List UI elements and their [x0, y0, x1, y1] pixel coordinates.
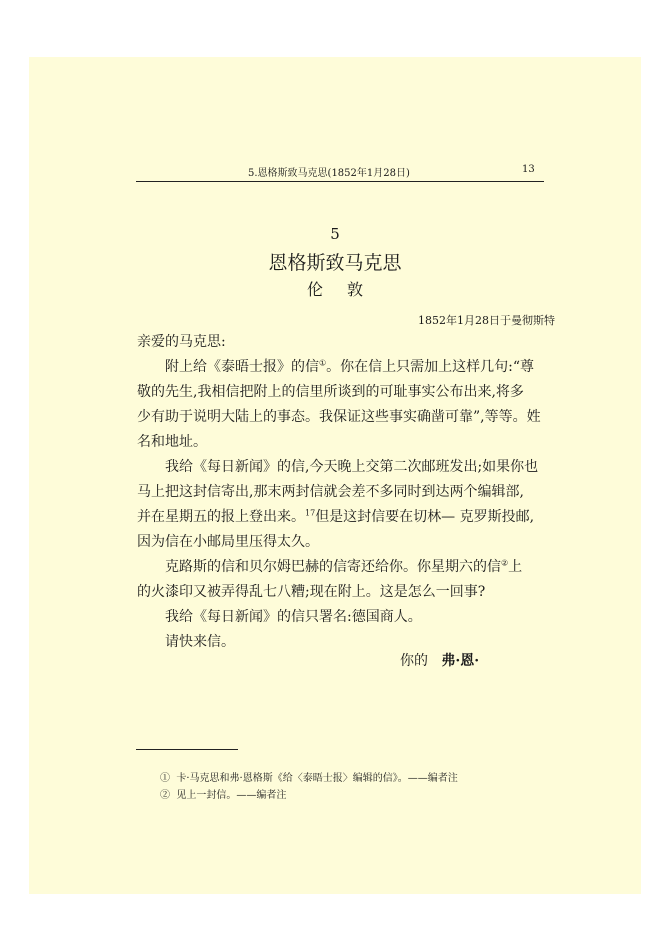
footnote-rule	[136, 749, 238, 750]
paragraph-line: 的火漆印又被弄得乱七八糟;现在附上。这是怎么一回事?	[137, 584, 486, 600]
header-rule	[136, 181, 544, 182]
paragraph-line: 请快来信。	[165, 634, 235, 650]
signer-name: 弗·恩·	[441, 653, 480, 669]
footnote-text: 见上一封信。——编者注	[176, 790, 287, 801]
paragraph-line	[165, 356, 534, 376]
footnote	[160, 786, 286, 801]
footnote-text: 卡·马克思和弗·恩格斯《给〈泰晤士报〉编辑的信》。——编者注	[176, 773, 458, 784]
paragraph-line: 因为信在小邮局里压得太久。	[137, 534, 319, 550]
letter-number: 5	[330, 225, 340, 243]
paragraph-line: 名和地址。	[137, 434, 207, 450]
page-number: 13	[522, 164, 535, 175]
paragraph-line: 少有助于说明大陆上的事态。我保证这些事实确凿可靠”,等等。姓	[137, 409, 541, 425]
footnote-mark: ②	[160, 790, 170, 801]
footnote-ref: ①	[319, 358, 327, 368]
text-run: 克路斯的信和贝尔姆巴赫的信寄还给你。你星期六的信	[165, 559, 501, 575]
text-run: 上	[508, 559, 523, 575]
text-run: 并在星期五的报上登出来。	[137, 509, 305, 525]
salutation: 亲爱的马克思:	[137, 334, 226, 350]
running-header: 5.恩格斯致马克思(1852年1月28日)	[248, 168, 410, 179]
endnote-ref: 17	[305, 508, 316, 518]
paragraph-line: 我给《每日新闻》的信只署名:德国商人。	[165, 609, 422, 625]
footnote-mark: ①	[160, 773, 170, 784]
letter-title: 恩格斯致马克思	[268, 252, 402, 274]
dateline: 1852年1月28日于曼彻斯特	[418, 314, 555, 327]
signature	[400, 650, 479, 670]
text-run: 但是这封信要在切林— 克罗斯投邮,	[315, 509, 535, 525]
closing: 你的	[400, 653, 428, 669]
footnote-ref: ②	[501, 558, 509, 568]
letter-place: 伦敦	[306, 280, 387, 299]
paragraph-line	[165, 556, 522, 576]
paragraph-line: 我给《每日新闻》的信,今天晚上交第二次邮班发出;如果你也	[165, 459, 539, 475]
paragraph-line: 马上把这封信寄出,那末两封信就会差不多同时到达两个编辑部,	[137, 484, 524, 500]
paragraph-line: 敬的先生,我相信把附上的信里所谈到的可耻事实公布出来,将多	[137, 384, 524, 400]
text-run: 附上给《泰晤士报》的信	[165, 359, 319, 375]
text-run: 。你在信上只需加上这样几句:“尊	[326, 359, 535, 375]
footnote	[160, 769, 458, 784]
paragraph-line	[137, 506, 534, 526]
